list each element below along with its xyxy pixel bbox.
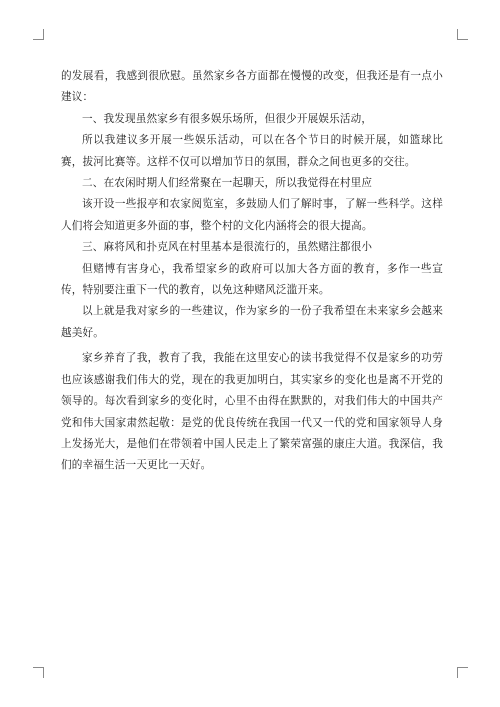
paragraph-intro-continuation: 的发展看，我感到很欣慰。虽然家乡各方面都在慢慢的改变，但我还是有一点小建议： bbox=[61, 70, 443, 104]
crop-mark-bottom-left bbox=[33, 667, 44, 678]
document-body bbox=[61, 66, 443, 477]
paragraph-suggestion-three-detail: 但赌博有害身心，我希望家乡的政府可以加大各方面的教育，多作一些宣传，特别要注重下一代的教育，以免这种赌风泛滥开来。 bbox=[61, 262, 443, 297]
paragraph-suggestion-one-detail: 所以我建议多开展一些娱乐活动，可以在各个节日的时候开展，如篮球比赛，拔河比赛等。这样不仅可以增加节日的氛围，群众之间也更多的交往。 bbox=[61, 134, 443, 168]
paragraph-conclusion: 家乡养育了我，教育了我，我能在这里安心的读书我觉得不仅是家乡的功劳也应该感谢我们伟大的党，现在的我更加明白，其实家乡的变化也是离不开党的领导的。每次看到家乡的变化时，心里不由得在默默的，对我们伟大的中国共产党和伟大国家肃然起敬：是党的优良传统在我国一代又一代的党和国家领导人身上发扬光大，是他们在带领着中国人民走上了繁荣富强的康庄大道。我深信，我们的幸福生活一天更比一天好。 bbox=[61, 352, 443, 472]
crop-mark-top-left bbox=[33, 29, 44, 40]
paragraph-summary: 以上就是我对家乡的一些建议，作为家乡的一份子我希望在未来家乡会越来越美好。 bbox=[61, 305, 443, 339]
paragraph-suggestion-three: 三、麻将风和扑克风在村里基本是很流行的，虽然赌注都很小 bbox=[82, 241, 373, 254]
crop-mark-top-right bbox=[457, 29, 468, 40]
paragraph-suggestion-one: 一、我发现虽然家乡有很多娱乐场所，但很少开展娱乐活动， bbox=[82, 112, 373, 125]
paragraph-suggestion-two-detail: 该开设一些报亭和农家阅览室，多鼓励人们了解时事，了解一些科学。这样人们将会知道更多外面的事，整个村的文化内涵将会的很大提高。 bbox=[61, 198, 443, 232]
paragraph-suggestion-two: 二、在农闲时期人们经常聚在一起聊天，所以我觉得在村里应 bbox=[82, 177, 373, 190]
crop-mark-bottom-right bbox=[457, 667, 468, 678]
